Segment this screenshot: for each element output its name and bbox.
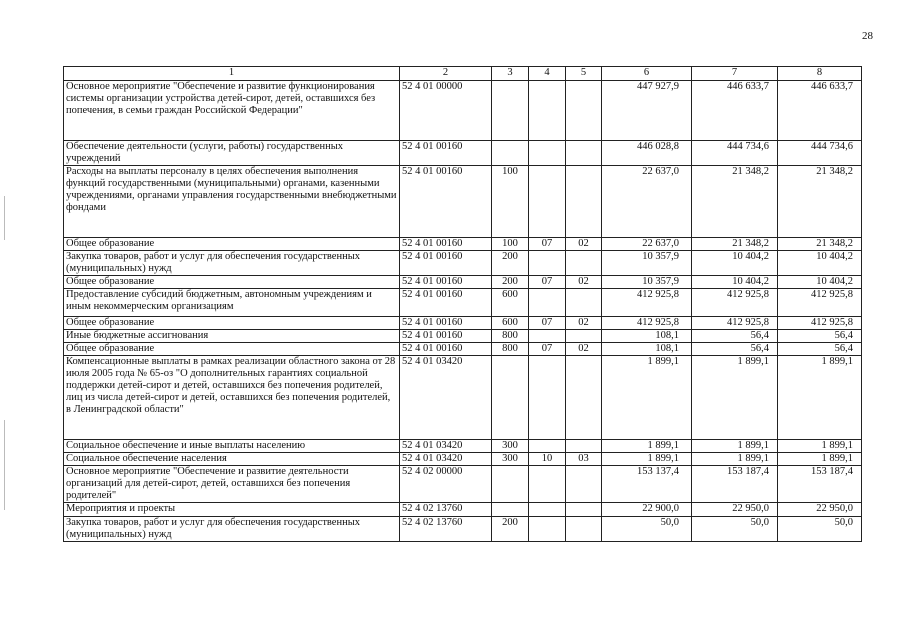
row-value-cell: 200 xyxy=(492,251,529,276)
row-value-cell: 1 899,1 xyxy=(778,440,862,453)
row-name-cell: Общее образование xyxy=(64,317,400,330)
budget-table xyxy=(63,66,862,542)
row-value-cell xyxy=(492,141,529,166)
row-value-cell xyxy=(529,81,566,141)
row-code-cell: 52 4 01 00160 xyxy=(400,289,492,317)
row-value-cell: 1 899,1 xyxy=(602,356,692,440)
row-value-cell: 10 404,2 xyxy=(692,251,778,276)
row-code-cell: 52 4 02 00000 xyxy=(400,466,492,503)
row-value-cell: 07 xyxy=(529,317,566,330)
row-name-cell: Иные бюджетные ассигнования xyxy=(64,330,400,343)
row-value-cell: 600 xyxy=(492,317,529,330)
row-code-cell: 52 4 02 13760 xyxy=(400,503,492,517)
row-value-cell: 600 xyxy=(492,289,529,317)
row-value-cell: 50,0 xyxy=(692,517,778,542)
table-row xyxy=(64,238,862,251)
column-header: 1 xyxy=(64,67,400,81)
row-value-cell: 1 899,1 xyxy=(778,453,862,466)
row-value-cell: 444 734,6 xyxy=(778,141,862,166)
row-value-cell: 153 187,4 xyxy=(692,466,778,503)
row-value-cell xyxy=(492,466,529,503)
row-value-cell: 21 348,2 xyxy=(778,166,862,238)
row-value-cell: 21 348,2 xyxy=(692,166,778,238)
row-value-cell: 1 899,1 xyxy=(692,453,778,466)
row-value-cell: 1 899,1 xyxy=(692,356,778,440)
table-row xyxy=(64,141,862,166)
row-value-cell: 07 xyxy=(529,343,566,356)
row-value-cell xyxy=(566,466,602,503)
row-value-cell xyxy=(529,356,566,440)
row-value-cell: 412 925,8 xyxy=(778,317,862,330)
row-value-cell: 07 xyxy=(529,238,566,251)
row-value-cell xyxy=(566,289,602,317)
row-value-cell: 03 xyxy=(566,453,602,466)
row-value-cell: 56,4 xyxy=(692,343,778,356)
row-value-cell: 412 925,8 xyxy=(602,289,692,317)
row-value-cell: 10 404,2 xyxy=(692,276,778,289)
row-value-cell xyxy=(566,166,602,238)
row-value-cell: 100 xyxy=(492,238,529,251)
row-name-cell: Предоставление субсидий бюджетным, автономным учреждениям и иным некоммерческим организациям xyxy=(64,289,400,317)
row-name-cell: Общее образование xyxy=(64,343,400,356)
row-value-cell: 22 637,0 xyxy=(602,238,692,251)
row-name-cell: Основное мероприятие "Обеспечение и развитие деятельности организаций для детей-сирот, детей, оставшихся без попечения родителей" xyxy=(64,466,400,503)
row-code-cell: 52 4 01 03420 xyxy=(400,440,492,453)
row-value-cell xyxy=(566,440,602,453)
page-number: 28 xyxy=(862,30,873,42)
row-value-cell: 153 137,4 xyxy=(602,466,692,503)
row-value-cell xyxy=(529,166,566,238)
column-header: 7 xyxy=(692,67,778,81)
row-value-cell xyxy=(529,330,566,343)
row-code-cell: 52 4 01 03420 xyxy=(400,453,492,466)
column-header: 2 xyxy=(400,67,492,81)
row-code-cell: 52 4 01 00000 xyxy=(400,81,492,141)
row-code-cell: 52 4 01 00160 xyxy=(400,343,492,356)
row-value-cell: 10 404,2 xyxy=(778,276,862,289)
table-row xyxy=(64,289,862,317)
scan-edge-mark xyxy=(4,196,5,240)
row-value-cell: 50,0 xyxy=(778,517,862,542)
column-header: 5 xyxy=(566,67,602,81)
row-value-cell: 22 950,0 xyxy=(692,503,778,517)
row-code-cell: 52 4 02 13760 xyxy=(400,517,492,542)
row-value-cell: 446 633,7 xyxy=(692,81,778,141)
row-value-cell xyxy=(492,503,529,517)
row-value-cell: 56,4 xyxy=(692,330,778,343)
row-value-cell: 1 899,1 xyxy=(602,440,692,453)
row-value-cell: 446 028,8 xyxy=(602,141,692,166)
table-row xyxy=(64,251,862,276)
row-name-cell: Основное мероприятие "Обеспечение и развитие функционирования системы организации устройства детей-сирот, детей, оставшихся без попечения, в семьи граждан Российской Федерации" xyxy=(64,81,400,141)
row-value-cell: 22 900,0 xyxy=(602,503,692,517)
row-code-cell: 52 4 01 00160 xyxy=(400,251,492,276)
row-code-cell: 52 4 01 00160 xyxy=(400,317,492,330)
row-value-cell xyxy=(529,517,566,542)
row-value-cell xyxy=(529,251,566,276)
row-value-cell xyxy=(529,289,566,317)
row-value-cell xyxy=(566,517,602,542)
row-value-cell: 153 187,4 xyxy=(778,466,862,503)
row-name-cell: Мероприятия и проекты xyxy=(64,503,400,517)
row-value-cell xyxy=(529,503,566,517)
row-name-cell: Социальное обеспечение и иные выплаты населению xyxy=(64,440,400,453)
table-row xyxy=(64,343,862,356)
row-value-cell: 300 xyxy=(492,440,529,453)
row-name-cell: Закупка товаров, работ и услуг для обеспечения государственных (муниципальных) нужд xyxy=(64,251,400,276)
row-value-cell: 10 357,9 xyxy=(602,251,692,276)
column-header: 6 xyxy=(602,67,692,81)
table-row xyxy=(64,466,862,503)
table-row xyxy=(64,453,862,466)
row-value-cell: 108,1 xyxy=(602,330,692,343)
row-value-cell xyxy=(566,330,602,343)
row-name-cell: Закупка товаров, работ и услуг для обеспечения государственных (муниципальных) нужд xyxy=(64,517,400,542)
row-value-cell: 56,4 xyxy=(778,343,862,356)
row-value-cell: 1 899,1 xyxy=(692,440,778,453)
column-header: 8 xyxy=(778,67,862,81)
row-value-cell: 200 xyxy=(492,517,529,542)
row-code-cell: 52 4 01 03420 xyxy=(400,356,492,440)
row-value-cell xyxy=(566,251,602,276)
row-value-cell: 444 734,6 xyxy=(692,141,778,166)
row-value-cell xyxy=(566,356,602,440)
row-value-cell: 10 357,9 xyxy=(602,276,692,289)
row-value-cell xyxy=(492,356,529,440)
row-value-cell: 412 925,8 xyxy=(692,317,778,330)
table-row xyxy=(64,517,862,542)
row-code-cell: 52 4 01 00160 xyxy=(400,276,492,289)
row-value-cell: 447 927,9 xyxy=(602,81,692,141)
row-value-cell: 22 637,0 xyxy=(602,166,692,238)
row-value-cell: 412 925,8 xyxy=(692,289,778,317)
row-value-cell: 100 xyxy=(492,166,529,238)
row-name-cell: Общее образование xyxy=(64,238,400,251)
row-value-cell: 1 899,1 xyxy=(778,356,862,440)
table-row xyxy=(64,166,862,238)
table-row xyxy=(64,276,862,289)
row-value-cell: 800 xyxy=(492,343,529,356)
row-value-cell xyxy=(566,81,602,141)
row-value-cell: 22 950,0 xyxy=(778,503,862,517)
row-value-cell xyxy=(529,440,566,453)
row-value-cell: 108,1 xyxy=(602,343,692,356)
table-row xyxy=(64,356,862,440)
row-code-cell: 52 4 01 00160 xyxy=(400,330,492,343)
row-value-cell: 412 925,8 xyxy=(778,289,862,317)
row-value-cell: 21 348,2 xyxy=(692,238,778,251)
row-value-cell xyxy=(492,81,529,141)
row-value-cell: 1 899,1 xyxy=(602,453,692,466)
row-value-cell: 21 348,2 xyxy=(778,238,862,251)
row-code-cell: 52 4 01 00160 xyxy=(400,238,492,251)
row-value-cell: 02 xyxy=(566,276,602,289)
row-value-cell: 02 xyxy=(566,343,602,356)
row-name-cell: Компенсационные выплаты в рамках реализации областного закона от 28 июля 2005 года № 65-оз "О дополнительных гарантиях социальной поддержки детей-сирот и детей, оставшихся без попечения родителей, лиц из числа детей-сирот и детей, оставшихся без попечения родителей, в Ленинградской области" xyxy=(64,356,400,440)
row-name-cell: Общее образование xyxy=(64,276,400,289)
row-value-cell xyxy=(529,141,566,166)
row-value-cell xyxy=(529,466,566,503)
row-value-cell: 800 xyxy=(492,330,529,343)
table-row xyxy=(64,330,862,343)
row-name-cell: Расходы на выплаты персоналу в целях обеспечения выполнения функций государственными (муниципальными) органами, казенными учреждениями, органами управления государственными внебюджетными фондами xyxy=(64,166,400,238)
table-row xyxy=(64,317,862,330)
row-value-cell: 446 633,7 xyxy=(778,81,862,141)
table-row xyxy=(64,503,862,517)
row-value-cell: 07 xyxy=(529,276,566,289)
row-value-cell: 50,0 xyxy=(602,517,692,542)
column-header: 4 xyxy=(529,67,566,81)
row-value-cell xyxy=(566,141,602,166)
row-value-cell: 56,4 xyxy=(778,330,862,343)
column-header: 3 xyxy=(492,67,529,81)
row-value-cell xyxy=(566,503,602,517)
row-code-cell: 52 4 01 00160 xyxy=(400,166,492,238)
row-value-cell: 02 xyxy=(566,317,602,330)
table-row xyxy=(64,81,862,141)
header-row xyxy=(64,67,862,81)
row-value-cell: 200 xyxy=(492,276,529,289)
row-name-cell: Социальное обеспечение населения xyxy=(64,453,400,466)
row-code-cell: 52 4 01 00160 xyxy=(400,141,492,166)
row-value-cell: 02 xyxy=(566,238,602,251)
row-name-cell: Обеспечение деятельности (услуги, работы) государственных учреждений xyxy=(64,141,400,166)
table-row xyxy=(64,440,862,453)
row-value-cell: 300 xyxy=(492,453,529,466)
scan-edge-mark xyxy=(4,420,5,510)
row-value-cell: 10 404,2 xyxy=(778,251,862,276)
row-value-cell: 10 xyxy=(529,453,566,466)
row-value-cell: 412 925,8 xyxy=(602,317,692,330)
